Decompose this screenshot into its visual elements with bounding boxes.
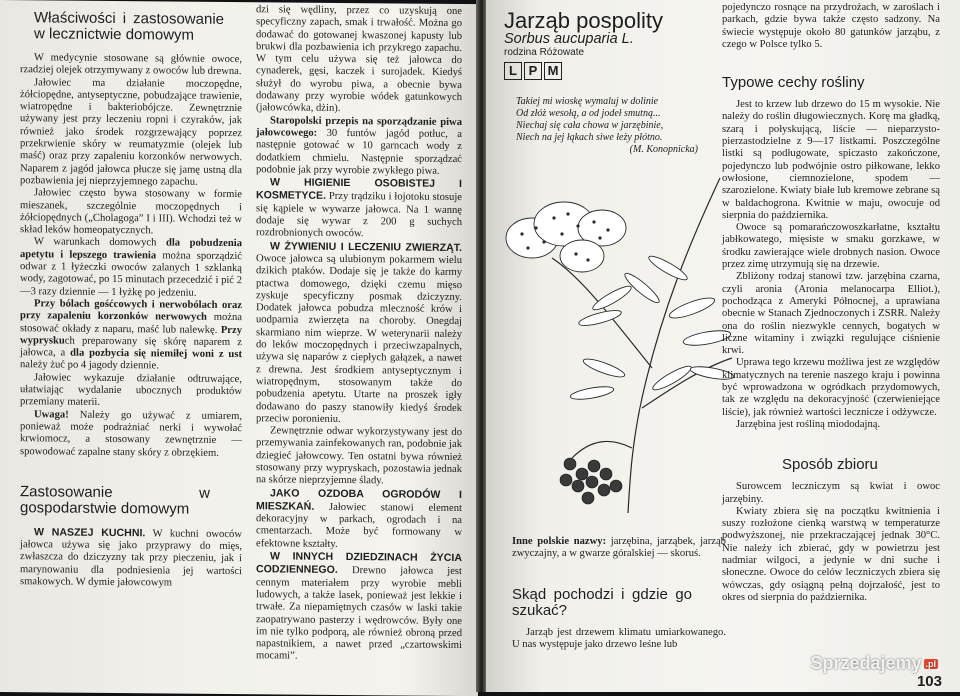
left-page [0,0,478,696]
left-column-1 [20,10,242,590]
paragraph-apetite: W warunkach domowych dla pobudzenia apetytu i lepszego trawienia można sporządzić odwar z 1 łyżeczki owoców zalanych 1 szklanką wody, zagotować, po 15 minutach przecedzić i pić 2—3 razy dziennie — 1 łyżkę po jedzeniu. [20,236,242,299]
paragraph-kitchen: W NASZEJ KUCHNI. W kuchni owoców jałowca używa się jako przyprawy do mięs, zwłaszcza do dziczyzny tak przy pieczeniu, jak i marynowaniu dla podniesienia jej wartości smakowych. W dymie jałowcowym [20,526,242,589]
poem [516,96,716,156]
section-heading-properties: Właściwości i zastosowanie w lecznictwie domowym [34,9,224,44]
right-page [486,0,960,692]
badge-m: M [544,62,562,80]
paragraph: Jest to krzew lub drzewo do 15 m wysokie. Nie należy do roślin długowiecznych. Korę ma gładką, szarą i połyskującą, liście — nieparzysto-pierzastodzielne z 9—17 listkami. Poszczególne listki są podługowate, spiczasto zakończone, pojedynczo lub podwójnie ostro piłkowane, lekko owłosione, ciemnozielone, spodem — szarozielone. Kwiaty białe lub kremowe zebrane są w baldachogrona. Kwitnie w maju, owocuje od sierpnia do października. [722,99,940,221]
paragraph-cosmetics: W HIGIENIE OSOBISTEJ I KOSMETYCE. Przy trądziku i łojotoku stosuje się kąpiele w wywarze jałowca. Na 1 wannę dodaje się wywar z 200 g suchych rozdrobnionych owoców. [256,176,462,240]
right-column-2 [722,2,940,604]
section-heading-household: Zastosowanie w gospodarstwie domowym [20,482,210,518]
poem-line: Takiej mi wioskę wymaluj w dolinie [516,96,659,107]
rowan-branch-illustration [492,168,750,516]
usage-badges [504,62,724,80]
paragraph: Jałowiec wykazuje działanie odtruwające, ułatwiając wydalanie ubocznych produktów przemiany materii. [20,372,242,409]
paragraph-other-names: Inne polskie nazwy: jarzębina, jarząbek, jarząb zwyczajny, a w gwarze góralskiej — skoruś. [512,536,726,560]
poem-line: Niechaj się cała chowa w jarzębinie, [516,120,664,131]
species-title: Jarząb pospolity [504,8,663,33]
poem-author: (M. Konopnicka) [629,144,698,155]
paragraph: Surowcem leczniczym są kwiat i owoc jarzębiny. [722,481,940,505]
poem-line: Niech na jej łąkach siwe łeży płótno. [516,132,663,143]
right-column-1 [512,536,726,651]
page-number: 103 [916,673,942,690]
paragraph: Zewnętrznie odwar wykorzystywany jest do przemywania zainfekowanych ran, podobnie jak dziegieć jałowcowy. Ten ostatni bywa również stosowany przy wypryskach, pozostawia jednak na skórze nieprzyjemne ślady. [256,425,462,487]
paragraph: Jarząb jest drzewem klimatu umiarkowanego. U nas występuje jako drzewo leśne lub [512,626,726,650]
paragraph-other: W INNYCH DZIEDZINACH ŻYCIA CODZIENNEGO. Drewno jałowca jest cennym materiałem przy wyrobie mebli ludowych, a także lasek, ponieważ jest lekkie i trwałe. Za niepamiętnych czasów w laski takie zaopatrywano pasterzy i wędrowców. Były one im nie tylko podporą, ale również obroną przed napastnikiem, a nawet przed „czartowskimi mocami”. [256,550,462,663]
paragraph: pojedynczo rosnące na przydrożach, w zaroślach i parkach, gdzie bywa także często sadzony. Na świecie występuje około 80 gatunków jarząbu, z czego w Polsce tylko 5. [722,2,940,50]
paragraph-rheumatism: Przy bólach gośćcowych i nerwobólach oraz przy zapaleniu korzonków nerwowych można stosować okłady z naparu, maść lub nalewkę. Przy wypryskuch preparowany się skórę naparem z jałowca, a dla pozbycia się niemiłej woni z ust należy żuć po 4 jagody dziennie. [20,298,242,372]
species-latin-name: Sorbus aucuparia L. [504,31,634,47]
paragraph-beer-recipe: Staropolski przepis na sporządzanie piwa jałowcowego: 30 funtów jagód potłuc, a następnie gotować w 10 garncach wody z dodatkiem chmielu. Następnie sporządzać podobnie jak przy wyrobie zwykłego piwa. [256,115,462,177]
section-heading-harvest: Sposób zbioru [782,456,878,474]
paragraph-animals: W ŻYWIENIU I LECZENIU ZWIERZĄT. Owoce jałowca są ulubionym pokarmem wielu dzikich ptaków. Dodaje się je także do karmy ptactwa domowego, dzięki czemu mięso zyskuje specyficzny posmak dziczyzny. Dodatek jałowca pobudza mleczność krów i uodparnia zwierzęta na choroby. Onegdaj skarmiano nim wieprze. W weterynarii należy do leków moczopędnych i przeciwzapalnych, używa się naparów z ciepłych gałązek, a nawet z drewna. Jest środkiem antyseptycznym i wiatropędnym, stosowanym także do pobudzenia apetytu. Utarte na proszek igły dodawano do paszy stanowiły kiedyś środek przeciw poronieniu. [256,239,462,425]
section-heading-features: Typowe cechy rośliny [722,74,865,92]
paragraph: Jarzębina jest rośliną miododajną. [736,418,881,430]
paragraph-warning: Uwaga! Należy go używać z umiarem, ponieważ może podrażniać nerki i wywołać krwiomocz, a stosowany zewnętrznie — spowodować zapalne stany skóry z obrzękiem. [20,408,242,459]
poem-line: Od złóż wesołą, a od jodeł smutną... [516,108,661,119]
section-heading-origin: Skąd pochodzi i gdzie go szukać? [512,585,692,619]
paragraph: Zbliżony rodzaj stanowi tzw. jarzębina czarna, czyli aronia (Aronia melanocarpa Elliot.), pochodząca z Ameryki Północnej, a uprawiana obecnie w Stanach Zjednoczonych i ZSRR. Należy ona do roślin niezwykle cennych, bogatych w liczne witaminy i związki regulujące ciśnienie krwi. [722,271,940,357]
paragraph: Jałowiec ma działanie moczopędne, żółciopędne, antyseptyczne, pobudzające trawienie, wiatropędne i bakteriobójcze. Zewnętrznie używany jest przy leczeniu ropni i czyraków, jak również jako środek rozgrzewający poprzez przekrwienie skóry w reumatyzmie (olejek lub maść) oraz przy zapaleniu korzonków nerwowych. Naparem z jagód jałowca płucze się jamę ustną dla pozbawienia jej nieprzyjemnego zapachu. [20,76,242,188]
left-column-2 [256,4,462,665]
paragraph: W medycynie stosowane są głównie owoce, rzadziej olejek otrzymywany z owoców lub drewna. [20,52,242,78]
watermark: Sprzedajemy .pl [810,653,936,673]
paragraph-garden: JAKO OZDOBA OGRODÓW I MIESZKAŃ. Jałowiec stanowi element dekoracyjny w parkach, ogrodach i na cmentarzach. Może być formowany w efektowne kształty. [256,486,462,550]
badge-l: L [504,62,522,80]
paragraph: Owoce są pomarańczowoszkarłatne, kształtu jabłkowatego, mięsiste w smaku gorzkawe, w środku zawierające wiele drobnych nasion. Owoce przez zimę utrzymują się na drzewie. [722,222,940,271]
paragraph: Kwiaty zbiera się na początku kwitnienia i suszy rozłożone cienką warstwą w temperaturze podwyższonej, nie przekraczającej jednak 30°C. Nie należy ich zbierać, gdy w powietrzu jest nadmiar wilgoci, a jedynie w dni suche i słoneczne. Owoce do celów leczniczych zbiera się wówczas, gdy osiągną pełną dojrzałość, jest to okres od sierpnia do października. [722,505,940,603]
badge-p: P [524,62,542,80]
species-header [504,10,724,80]
paragraph: Uprawa tego krzewu możliwa jest ze względów klimatycznych na terenie naszego kraju i powinna być wprowadzona w ogródkach przydomowych, tak ze względu na dekoracyjność (czerwieniejące liście), jak również wartości lecznicze i odżywcze. [722,357,940,418]
paragraph: dzi się wędliny, przez co uzyskują one specyficzny zapach, smak i trwałość. Można go dodawać do gotowanej kwaszonej kapusty lub brukwi dla pozbawienia ich przykrego zapachu. W tym celu używa się też jałowca do cynaderek, gęsi, kaczek i surojadek. Kiedyś służył do wyrobu piwa, a obecnie bywa dodawany przy wyrobie wódek gatunkowych (jałowcówka, dżin). [256,4,462,115]
paragraph: Jałowiec często bywa stosowany w formie mieszanek, szczególnie moczopędnych i żółciopędnych („Cholagoga” I i III). Wchodzi też w skład leków homeopatycznych. [20,187,242,237]
species-family: rodzina Różowate [504,47,585,58]
